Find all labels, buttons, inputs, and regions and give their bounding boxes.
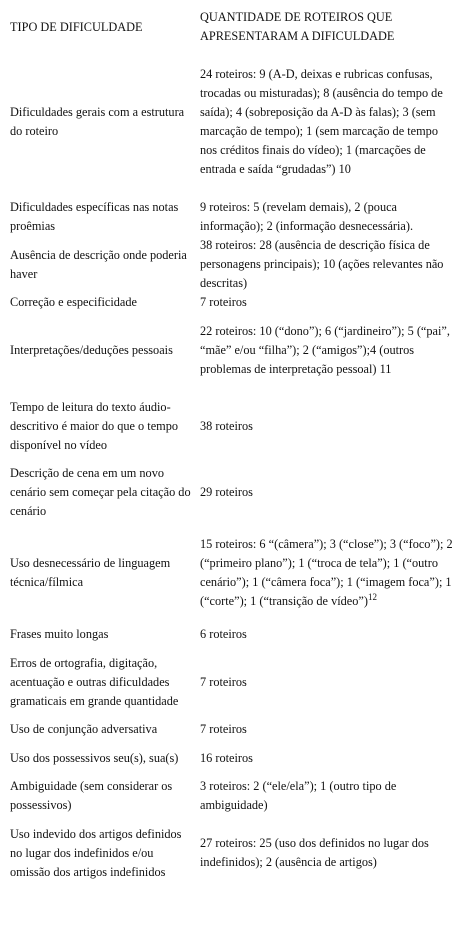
table-row (8, 815, 460, 891)
cell-tipo: Descrição de cena em um novo cenário sem começar pela citação do cenário (10, 466, 191, 518)
cell-quantidade: 24 roteiros: 9 (A-D, deixas e rubricas confusas, trocadas ou misturadas); 8 (ausência do tempo de saída); 4 (sobreposição da A-D às falas); 3 (sem marcação de tempo); 1 (sem marcação de tempo nos créditos finais do vídeo); 1 (marcações de entrada e saída “grudadas”) 10 (200, 67, 443, 176)
table-row (8, 198, 460, 236)
cell-tipo: Uso desnecessário de linguagem técnica/fílmica (10, 556, 171, 589)
difficulties-table (8, 8, 460, 891)
cell-quantidade: 29 roteiros (200, 485, 253, 499)
table-row (8, 293, 460, 312)
cell-quantidade: 7 roteiros (200, 674, 247, 689)
cell-quantidade: 7 roteiros (200, 295, 247, 309)
cell-quantidade: 6 roteiros (200, 627, 247, 641)
table-row (8, 236, 460, 293)
table-row (8, 720, 460, 739)
cell-tipo: Tempo de leitura do texto áudio-descritivo é maior do que o tempo disponível no vídeo (10, 399, 179, 452)
cell-quantidade (198, 521, 460, 625)
table-row (8, 739, 460, 777)
cell-tipo: Uso indevido dos artigos definidos no lugar dos indefinidos e/ou omissão dos artigos indefinidos (10, 826, 182, 879)
cell-tipo: Interpretações/deduções pessoais (10, 342, 173, 357)
cell-quantidade: 38 roteiros: 28 (ausência de descrição física de personagens principais); 10 (ações relevantes não descritas) (200, 238, 444, 290)
header-quantidade: QUANTIDADE DE ROTEIROS QUE APRESENTARAM A DIFICULDADE (200, 10, 395, 43)
cell-tipo: Ambiguidade (sem considerar os possessivos) (10, 779, 173, 812)
table-row (8, 644, 460, 720)
table-row (8, 46, 460, 198)
cell-quantidade: 38 roteiros (200, 418, 253, 433)
table-row (8, 312, 460, 388)
cell-tipo: Correção e especificidade (10, 295, 137, 309)
table-row (8, 521, 460, 625)
cell-tipo: Uso dos possessivos seu(s), sua(s) (10, 750, 179, 765)
cell-tipo: Dificuldades gerais com a estrutura do roteiro (10, 105, 185, 138)
cell-quantidade: 27 roteiros: 25 (uso dos definidos no lugar dos indefinidos); 2 (ausência de artigos) (200, 836, 429, 869)
header-tipo: TIPO DE DIFICULDADE (10, 19, 143, 34)
table-row (8, 625, 460, 644)
table-row (8, 777, 460, 815)
table-row (8, 388, 460, 464)
table-row (8, 464, 460, 521)
cell-tipo: Frases muito longas (10, 627, 109, 641)
cell-tipo: Erros de ortografia, digitação, acentuação e outras dificuldades gramaticais em grande quantidade (10, 655, 179, 708)
footnote-marker: 12 (367, 591, 377, 602)
cell-quantidade: 22 roteiros: 10 (“dono”); 6 (“jardineiro”); 5 (“pai”, “mãe” e/ou “filha”); 2 (“amigos”);4 (outros problemas de interpretação pessoal) 11 (200, 323, 450, 376)
cell-quantidade: 9 roteiros: 5 (revelam demais), 2 (pouca informação); 2 (informação desnecessária). (200, 200, 414, 233)
cell-quantidade-text: 15 roteiros: 6 “(câmera”); 3 (“close”); 3 (“foco”); 2 (“primeiro plano”); 1 (“troca de tela”); 1 (“outro cenário”); 1 (“câmera foca”); 1 (“imagem foca”); 1 (“corte”); 1 (“transição de vídeo”) (200, 537, 453, 608)
cell-quantidade: 3 roteiros: 2 (“ele/ela”); 1 (outro tipo de ambiguidade) (200, 779, 397, 812)
cell-tipo: Dificuldades específicas nas notas proêmias (10, 200, 179, 233)
cell-quantidade: 7 roteiros (200, 722, 247, 736)
cell-tipo: Ausência de descrição onde poderia haver (10, 247, 187, 281)
cell-quantidade: 16 roteiros (200, 750, 253, 765)
cell-tipo: Uso de conjunção adversativa (10, 722, 158, 736)
table-header-row (8, 8, 460, 46)
